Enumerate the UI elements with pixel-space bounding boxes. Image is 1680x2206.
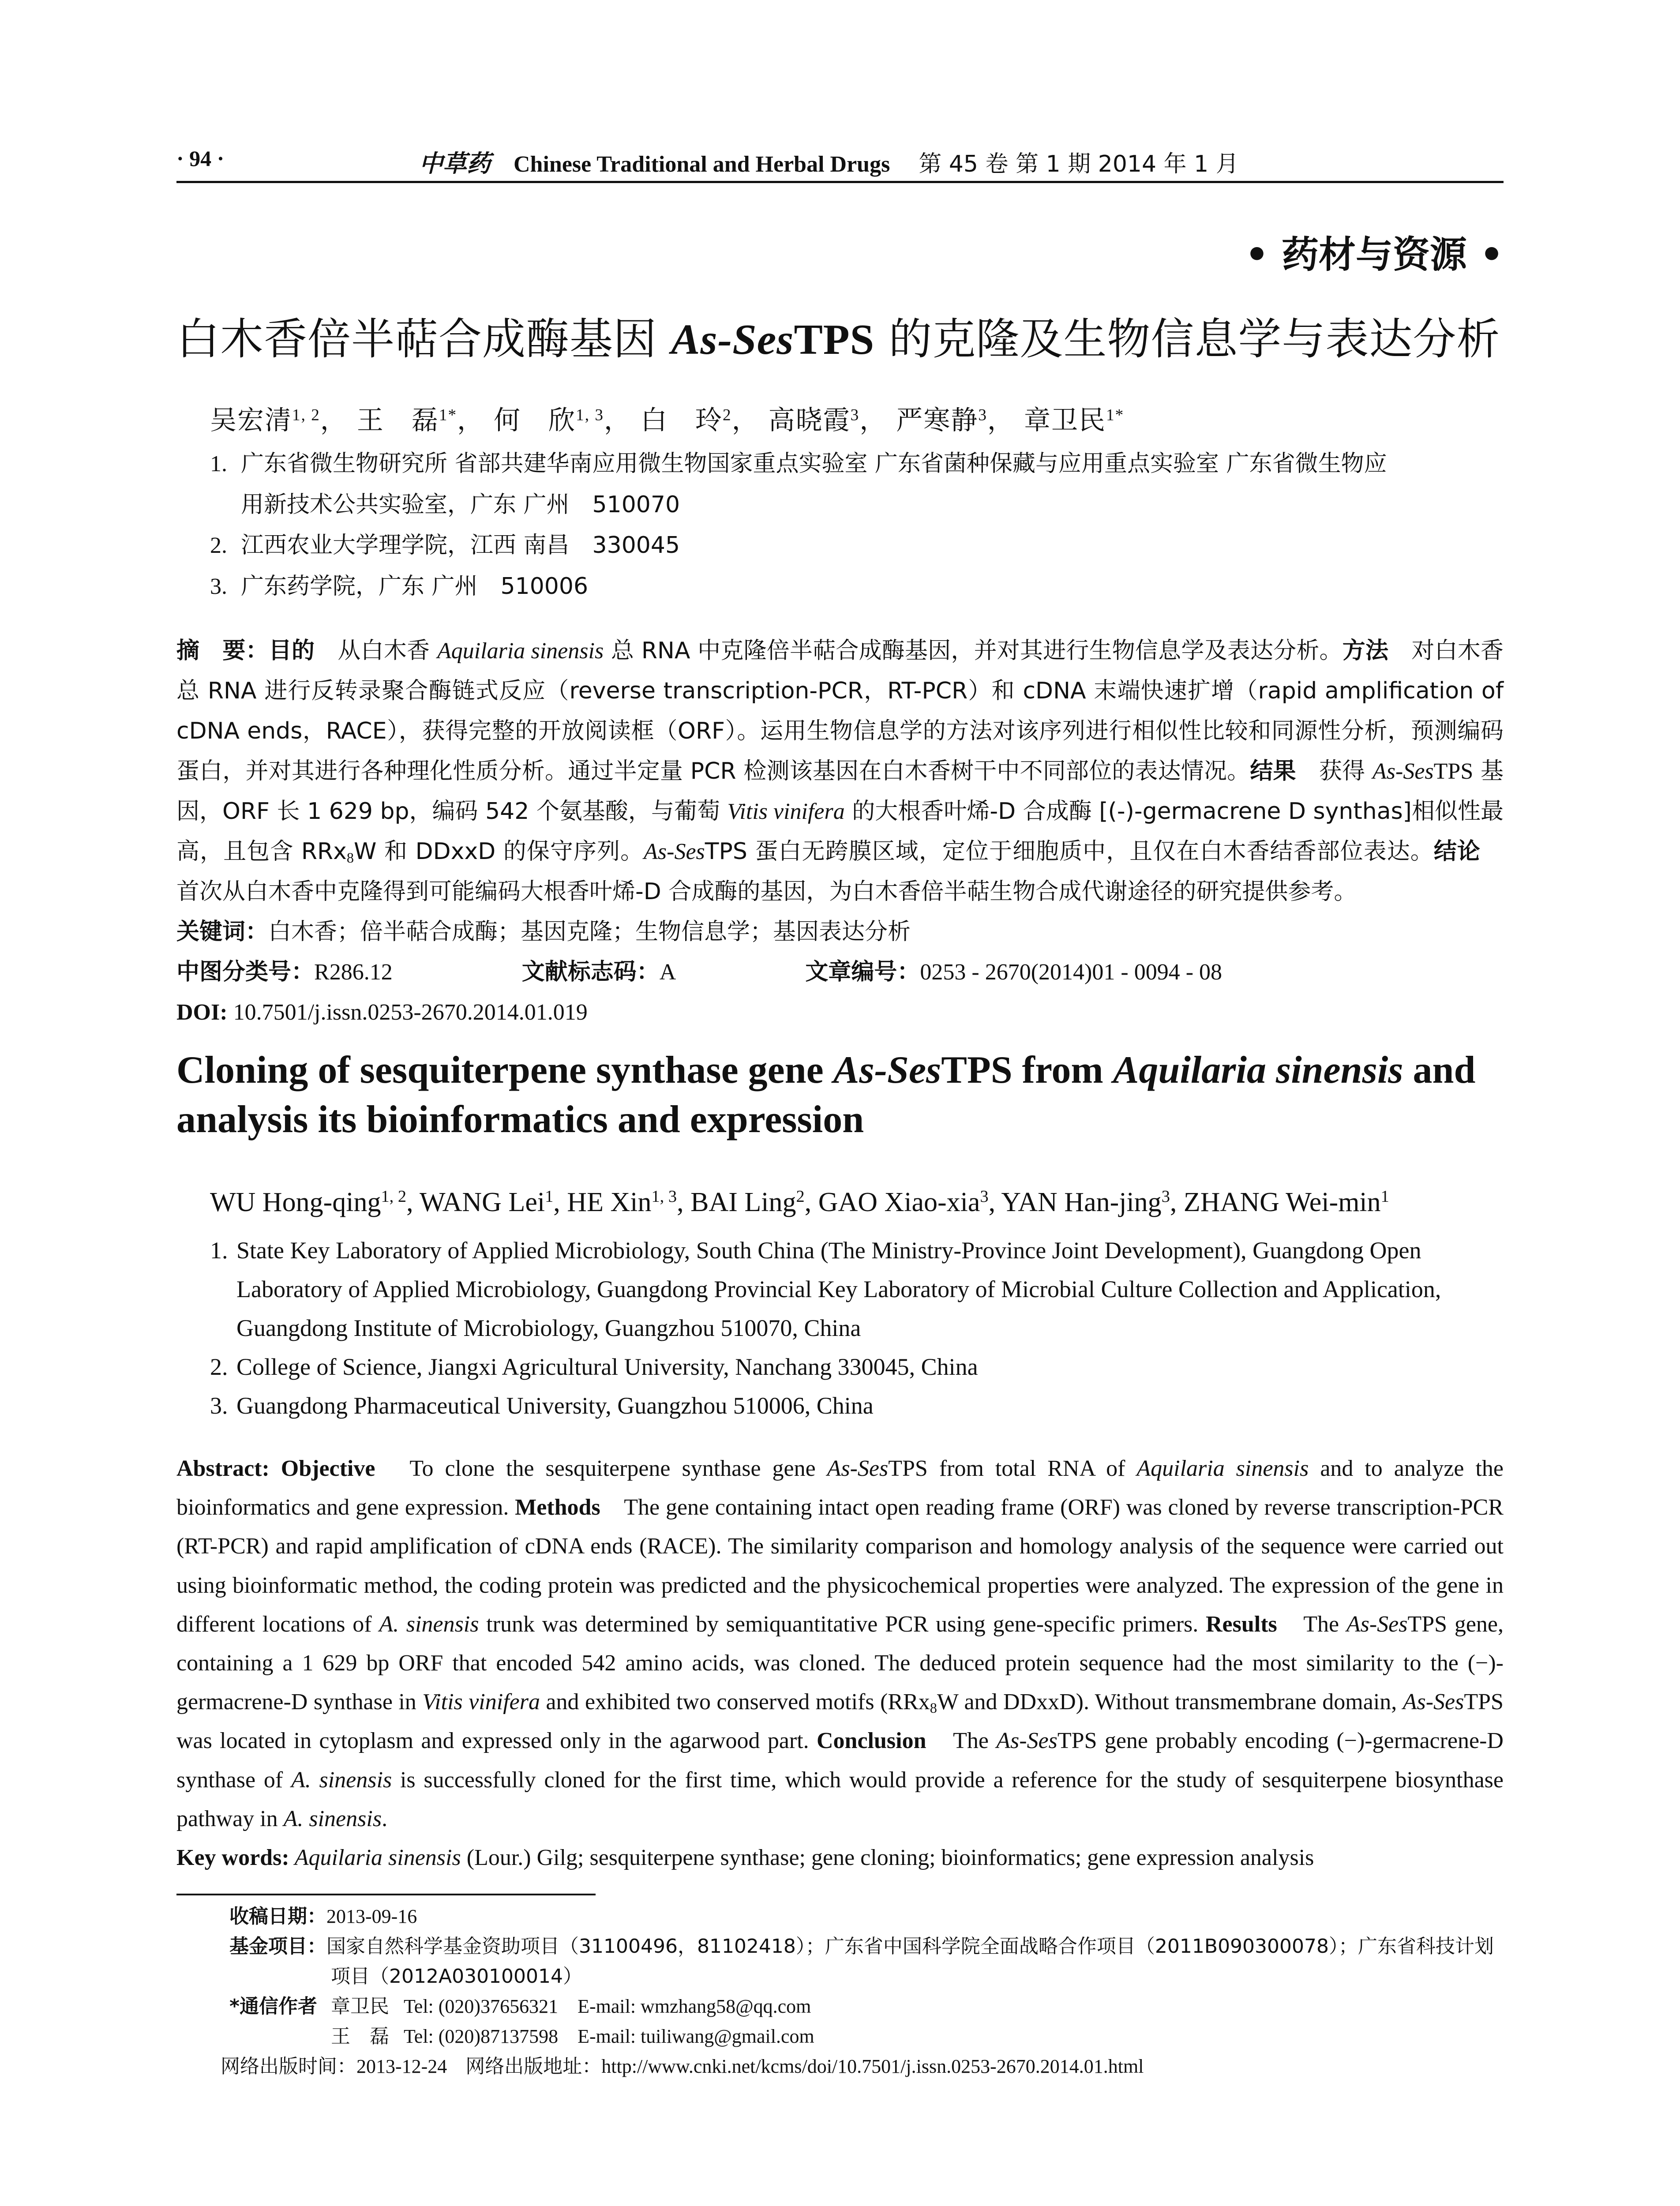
methods-label-en: Methods — [515, 1495, 600, 1520]
keywords-en: Key words: Aquilaria sinensis (Lour.) Gilg; sesquiterpene synthase; gene cloning; bioinformatics; gene expression analysis — [176, 1845, 1314, 1871]
author-cn: 严寒静$^3$， — [896, 405, 1015, 436]
journal-name-en: Chinese Traditional and Herbal Drugs — [514, 152, 890, 177]
title-en: Cloning of sesquiterpene synthase gene As-SesTPS from Aquilaria sinensis and analysis its bioinformatics and expression — [176, 1049, 1476, 1141]
author-en: HE Xin$^{1, 3}$, — [567, 1187, 691, 1217]
title-cn — [176, 304, 1500, 367]
abstract-en: Abstract: Objective To clone the sesquiterpene synthase gene As-SesTPS from total RNA of Aquilaria sinensis and to analyze the bioinformatics and gene expression. Methods The gene containing intact open reading frame (ORF) was cloned by reverse transcription-PCR (RT-PCR) and rapid amplification of cDNA ends (RACE). The similarity comparison and homology analysis of the sequence were carried out using bioinformatic method, the coding protein was predicted and the physicochemical properties were analyzed. The expression of the gene in different locations of A. sinensis trunk was determined by semiquantitative PCR using gene-specific primers. Results The As-SesTPS gene, containing a 1 629 bp ORF that encoded 542 amino acids, was cloned. The deduced protein sequence had the most similarity to the (−)-germacrene-D synthase in Vitis vinifera and exhibited two conserved motifs (RRx$_8$W and DDxxD). Without transmembrane domain, As-SesTPS was located in cytoplasm and expressed only in the agarwood part. Conclusion The As-SesTPS gene probably encoding (−)-germacrene-D synthase of A. sinensis is successfully cloned for the first time, which would provide a reference for the study of sesquiterpene biosynthase pathway in A. sinensis. Key words: Aquilaria sinensis (Lour.) Gilg; sesquiterpene synthase; gene cloning; bioinformatics; gene expression analysis — [176, 1449, 1504, 1877]
author-cn: 白 玲$^2$， — [640, 405, 759, 436]
footnote-corresponding-2: 王 磊 Tel: (020)87137598 E-mail: tuiliwang@gmail.com — [331, 2025, 814, 2048]
affiliations-cn — [210, 443, 1503, 607]
results-label-cn: 结果 — [1250, 758, 1296, 784]
footnote-corresponding: *通信作者 章卫民 Tel: (020)37656321 E-mail: wmzhang58@qq.com — [229, 1995, 811, 2018]
authors-cn — [210, 399, 1124, 437]
author-en: ZHANG Wei-$\min^1$ — [1183, 1187, 1389, 1217]
running-header — [176, 140, 1504, 183]
objective-label-cn: 目的 — [268, 638, 315, 664]
affiliations-en — [210, 1231, 1503, 1425]
affiliation-cn: 3. 广东药学院，广东 广州 510006 — [210, 573, 589, 600]
affiliation-cn: 1. 广东省微生物研究所 省部共建华南应用微生物国家重点实验室 广东省菌种保藏与应用重点实验室 广东省微生物应 — [210, 450, 1387, 477]
issue-info: 第 45 卷 第 1 期 2014 年 1 月 — [919, 151, 1239, 177]
footnote-fund-cont: 项目（2012A030100014） — [331, 1965, 583, 1988]
keywords-cn: 关键词：白木香；倍半萜合成酶；基因克隆；生物信息学；基因表达分析 — [176, 919, 911, 945]
abstract-cn-label: 摘 要： — [176, 638, 269, 664]
conclusion-label-en: Conclusion — [816, 1728, 926, 1754]
author-en: GAO Xiao-xia$^3$, — [818, 1187, 1001, 1217]
page-number: · 94 · — [176, 146, 225, 171]
footnote-divider — [176, 1894, 596, 1895]
affiliation-cn: 2. 江西农业大学理学院，江西 南昌 330045 — [210, 532, 680, 559]
footnote-fund: 基金项目：国家自然科学基金资助项目（31100496，81102418）；广东省中国科学院全面战略合作项目（2011B090300078）；广东省科技计划 — [229, 1935, 1494, 1958]
affiliation-en: 2. College of Science, Jiangxi Agricultural University, Nanchang 330045, China — [210, 1354, 978, 1380]
title-cn-part: 的克隆及生物信息学与表达分析 — [874, 314, 1500, 364]
journal-header — [419, 145, 1239, 179]
author-cn: 章卫民$^{1*}$ — [1024, 405, 1125, 436]
classification-line: 中图分类号：R286.12 文献标志码：A 文章编号：0253 - 2670(2014)01 - 0094 - 08 — [176, 959, 1222, 985]
section-label: • 药材与资源 • — [1245, 233, 1504, 276]
abstract-en-label: Abstract: Objective — [176, 1456, 375, 1481]
authors-en — [210, 1187, 1389, 1218]
methods-label-cn: 方法 — [1342, 638, 1389, 664]
footnotes — [221, 1902, 1500, 2082]
title-cn-gene-italic: As-Ses — [671, 316, 794, 364]
author-cn: 吴宏清$^{1, 2}$， — [210, 405, 348, 436]
author-en: BAI Ling$^2$, — [690, 1187, 818, 1217]
species-italic: Aquilaria sinensis — [437, 638, 604, 664]
affiliation-en-cont: Laboratory of Applied Microbiology, Guangdong Provincial Key Laboratory of Microbial Culture Collection and Application, — [236, 1276, 1441, 1302]
author-en: YAN Han-jing$^3$, — [1001, 1187, 1184, 1217]
affiliation-en: 1. State Key Laboratory of Applied Microbiology, South China (The Ministry-Province Joint Development), Guangdong Open — [210, 1237, 1421, 1264]
abstract-cn: 摘 要：目的 从白木香 Aquilaria sinensis 总 RNA 中克隆倍半萜合成酶基因，并对其进行生物信息学及表达分析。方法 对白木香总 RNA 进行反转录聚合酶链式反应（reverse transcription-PCR，RT-PCR）和 cDNA 末端快速扩增（rapid amplification of cDNA ends，RACE），获得完整的开放阅读框（ORF）。运用生物信息学的方法对该序列进行相似性比较和同源性分析，预测编码蛋白，并对其进行各种理化性质分析。通过半定量 PCR 检测该基因在白木香树干中不同部位的表达情况。结果 获得 As-SesTPS 基因，ORF 长 1 629 bp，编码 542 个氨基酸，与葡萄 Vitis vinifera 的大根香叶烯-D 合成酶 [(-)-germacrene D synthas]相似性最高，且包含 RRx$_8$W 和 DDxxD 的保守序列。As-SesTPS 蛋白无跨膜区域，定位于细胞质中，且仅在白木香结香部位表达。结论 首次从白木香中克隆得到可能编码大根香叶烯-D 合成酶的基因，为白木香倍半萜生物合成代谢途径的研究提供参考。 关键词：白木香；倍半萜合成酶；基因克隆；生物信息学；基因表达分析 中图分类号：R286.12 文献标志码：A 文章编号：0253 - 2670(2014)01 - 0094 - 08 DOI: 10.7501/j.issn.0253-2670.2014.01.019 — [176, 631, 1504, 1032]
title-cn-gene-plain: TPS — [794, 316, 875, 364]
doi-line: DOI: 10.7501/j.issn.0253-2670.2014.01.019 — [176, 1000, 588, 1025]
footnote-received: 收稿日期：2013-09-16 — [229, 1905, 417, 1928]
journal-logo-cn: 中草药 — [419, 149, 491, 177]
author-cn: 王 磊$^{1*}$， — [356, 405, 485, 436]
title-cn-part: 白木香倍半萜合成酶基因 — [176, 314, 671, 364]
conclusion-label-cn: 结论 — [1433, 838, 1481, 865]
author-cn: 何 欣$^{1, 3}$， — [494, 405, 631, 436]
affiliation-en: 3. Guangdong Pharmaceutical University, Guangzhou 510006, China — [210, 1392, 874, 1419]
online-url-link[interactable]: http://www.cnki.net/kcms/doi/10.7501/j.issn.0253-2670.2014.01.html — [601, 2056, 1144, 2077]
affiliation-cn-cont: 用新技术公共实验室，广东 广州 510070 — [241, 491, 680, 518]
results-label-en: Results — [1206, 1611, 1277, 1637]
author-cn: 高晓霞$^3$， — [768, 405, 887, 436]
footnote-online: 网络出版时间：2013-12-24 网络出版地址：http://www.cnki.net/kcms/doi/10.7501/j.issn.0253-2670.2014.01.html — [221, 2055, 1144, 2078]
affiliation-en-cont: Guangdong Institute of Microbiology, Guangzhou 510070, China — [236, 1315, 861, 1341]
author-en: WU Hong-qing$^{1, 2}$, — [210, 1187, 420, 1217]
author-en: WANG Lei$^1$, — [419, 1187, 567, 1217]
